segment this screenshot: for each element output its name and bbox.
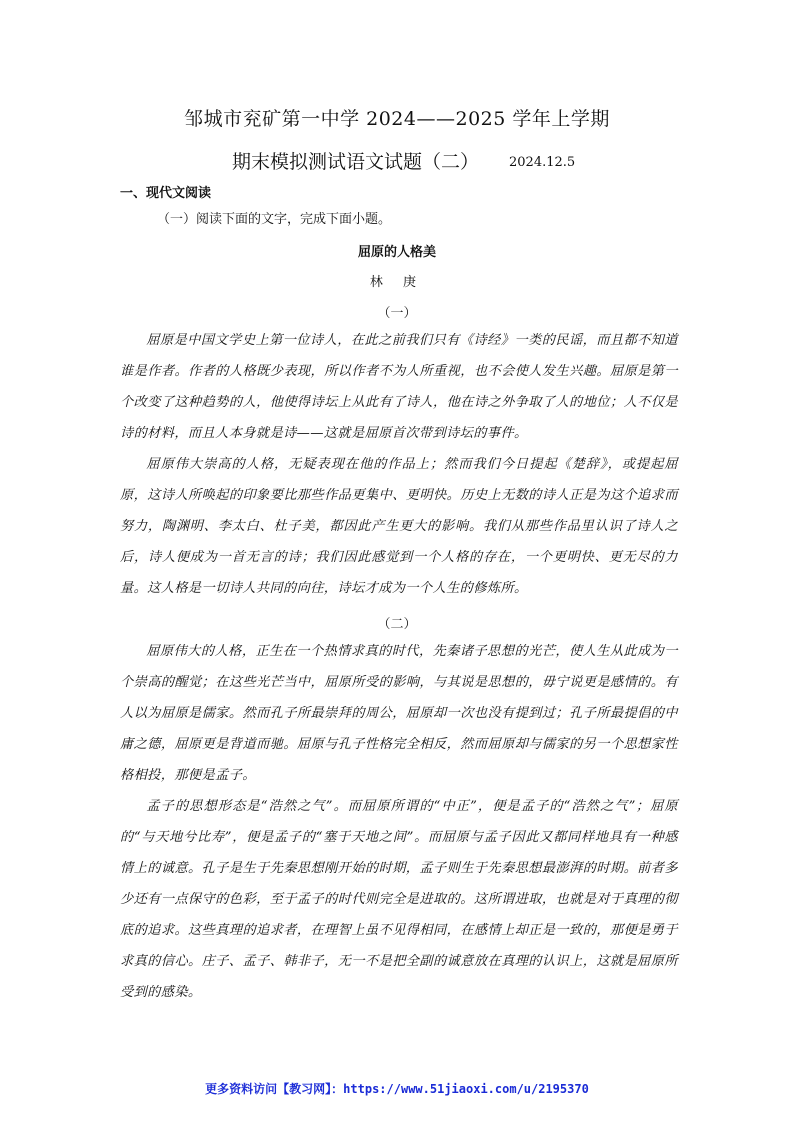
section-heading: 一、现代文阅读 — [120, 186, 212, 201]
article-author: 林 庚 — [369, 275, 425, 290]
part-label-1: （一） — [377, 306, 417, 321]
reading-instruction: （一）阅读下面的文字，完成下面小题。 — [157, 212, 392, 227]
paragraph: 屈原伟大的人格，正生在一个热情求真的时代，先秦诸子思想的光芒，使人生从此成为一个崇高的醒觉；在这些光芒当中，屈原所受的影响，与其说是思想的，毋宁说更是感情的。有人以为屈原是儒家。然而孔子所最崇拜的周公，屈原却一次也没有提到过；孔子所最提倡的中庸之德，屈原更是背道而驰。屈原与孔子性格完全相反，然而屈原却与儒家的另一个思想家性格相投，那便是孟子。 — [120, 644, 678, 783]
article-title: 屈原的人格美 — [357, 245, 436, 260]
paragraph: 屈原是中国文学史上第一位诗人，在此之前我们只有《诗经》一类的民谣，而且都不知道谁是作者。作者的人格既少表现，所以作者不为人所重视，也不会使人发生兴趣。屈原是第一个改变了这种趋势的人，他使得诗坛上从此有了诗人，他在诗之外争取了人的地位；人不仅是诗的材料，而且人本身就是诗——这就是屈原首次带到诗坛的事件。 — [120, 333, 678, 441]
exam-title-subject — [232, 147, 575, 174]
exam-title-school: 邹城市兖矿第一中学 2024——2025 学年上学期 — [184, 108, 610, 130]
paragraph: 屈原伟大崇高的人格，无疑表现在他的作品上；然而我们今日提起《楚辞》，或提起屈原，这诗人所唤起的印象要比那些作品更集中、更明快。历史上无数的诗人正是为这个追求而努力，陶渊明、李太白、杜子美，都因此产生更大的影响。我们从那些作品里认识了诗人之后，诗人便成为一首无言的诗；我们因此感觉到一个人格的存在，一个更明快、更无尽的力量。这人格是一切诗人共同的向往，诗坛才成为一个人生的修炼所。 — [120, 457, 678, 596]
paragraph: 孟子的思想形态是“浩然之气”。而屈原所谓的“中正”，便是孟子的“浩然之气”；屈原的“与天地兮比寿”，便是孟子的“塞于天地之间”。而屈原与孟子因此又都同样地具有一种感情上的诚意。孔子是生于先秦思想刚开始的时期，孟子则生于先秦思想最澎湃的时期。前者多少还有一点保守的色彩，至于孟子的时代则完全是进取的。这所谓进取，也就是对于真理的彻底的追求。这些真理的追求者，在理智上虽不见得相同，在感情上却正是一致的，那便是勇于求真的信心。庄子、孟子、韩非子，无一不是把全副的诚意放在真理的认识上，这就是屈原所受到的感染。 — [120, 799, 678, 1000]
part-label-2: （二） — [377, 617, 417, 632]
exam-date: 2024.12.5 — [509, 155, 576, 170]
exam-title-text: 期末模拟测试语文试题（二） — [232, 151, 480, 173]
footer-resource-link[interactable]: 更多资料访问【教习网】：https://www.51jiaoxi.com/u/2195370 — [205, 1082, 589, 1096]
